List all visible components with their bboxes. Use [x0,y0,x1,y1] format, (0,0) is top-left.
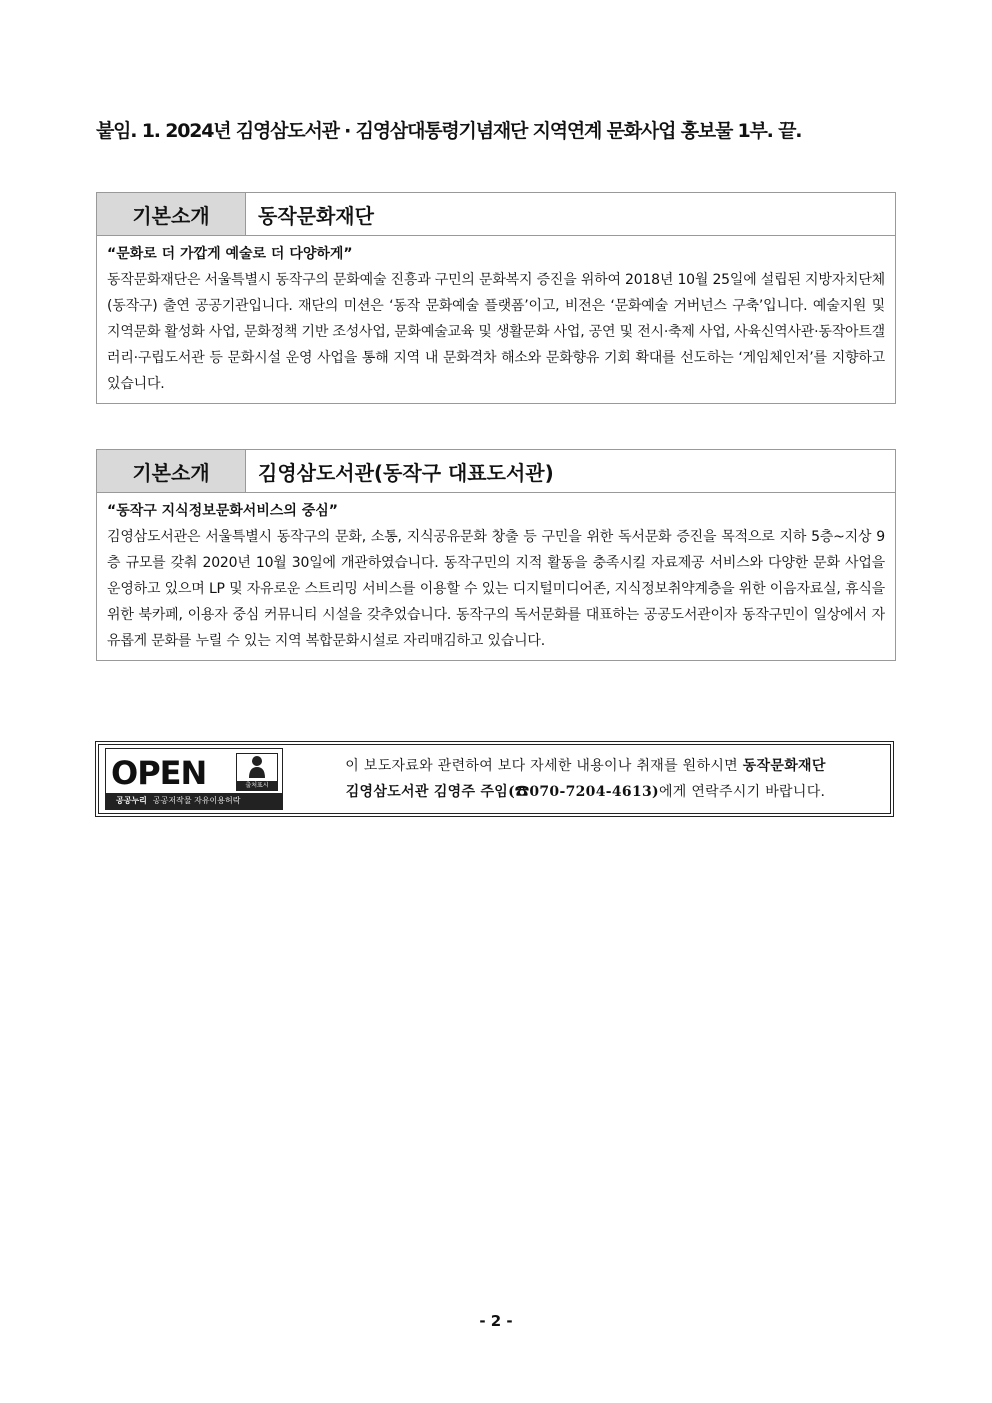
intro-box-foundation [96,192,896,404]
contact-org: 동작문화재단 [742,758,826,774]
page-number: - 2 - [479,1312,513,1330]
box-label: 기본소개 [97,193,246,235]
badge-label: 출처표시 [237,781,277,790]
attachment-line: 붙임. 1. 2024년 김영삼도서관 · 김영삼대통령기념재단 지역연계 문화사업 홍보물 1부. 끝. [96,120,802,142]
contact-text [283,753,890,805]
box-text: 동작문화재단은 서울특별시 동작구의 문화예술 진흥과 구민의 문화복지 증진을 위하여 2018년 10월 25일에 설립된 지방자치단체(동작구) 출연 공공기관입니다. 재단의 미션은 ‘동작 문화예술 플랫폼’이고, 비전은 ‘문화예술 거버넌스 구축’입니다. 예술지원 및 지역문화 활성화 사업, 문화정책 기반 조성사업, 문화예술교육 및 생활문화 사업, 공연 및 전시·축제 사업, 사육신역사관·동작아트갤러리·구립도서관 등 문화시설 운영 사업을 통해 지역 내 문화격차 해소와 문화향유 기회 확대를 선도하는 ‘게임체인저’를 지향하고 있습니다. [107,272,885,392]
contact-line-1 [283,753,888,779]
attribution-badge-icon [236,753,278,791]
contact-inner [98,744,891,814]
logo-caption-bar [106,793,282,809]
logo-brand: 공공누리 [116,796,147,805]
box-title: 동작문화재단 [258,203,374,228]
box-body [97,493,895,660]
box-title: 김영삼도서관(동작구 대표도서관) [258,460,554,485]
box-quote: “동작구 지식정보문화서비스의 중심” [107,503,339,519]
contact-box [95,741,894,817]
box-text: 김영삼도서관은 서울특별시 동작구의 문화, 소통, 지식공유문화 창출 등 구민을 위한 독서문화 증진을 목적으로 지하 5층~지상 9층 규모를 갖춰 2020년 10월 30일에 개관하였습니다. 동작구민의 지적 활동을 충족시킬 자료제공 서비스와 다양한 문화 사업을 운영하고 있으며 LP 및 자유로운 스트리밍 서비스를 이용할 수 있는 디지털미디어존, 지식정보취약계층을 위한 이음자료실, 휴식을 위한 북카페, 이용자 중심 커뮤니티 시설을 갖추었습니다. 동작구의 독서문화를 대표하는 공공도서관이자 동작구민이 일상에서 자유롭게 문화를 누릴 수 있는 지역 복합문화시설로 자리매김하고 있습니다. [107,529,885,649]
kogl-logo [105,748,283,810]
box-label: 기본소개 [97,450,246,492]
box-header [97,193,895,236]
contact-line-2-text: 에게 연락주시기 바랍니다. [658,784,826,800]
box-body [97,236,895,403]
logo-open-text: OPEN [111,754,207,792]
person-icon [247,754,267,778]
contact-line-1-text: 이 보도자료와 관련하여 보다 자세한 내용이나 취재를 원하시면 [345,758,743,774]
logo-caption: 공공저작물 자유이용허락 [152,796,241,805]
box-header [97,450,895,493]
contact-line-2 [283,779,888,805]
contact-person: 김영삼도서관 김영주 주임(☎070-7204-4613) [345,784,659,800]
intro-box-library [96,449,896,661]
box-quote: “문화로 더 가깝게 예술로 더 다양하게” [107,246,353,262]
